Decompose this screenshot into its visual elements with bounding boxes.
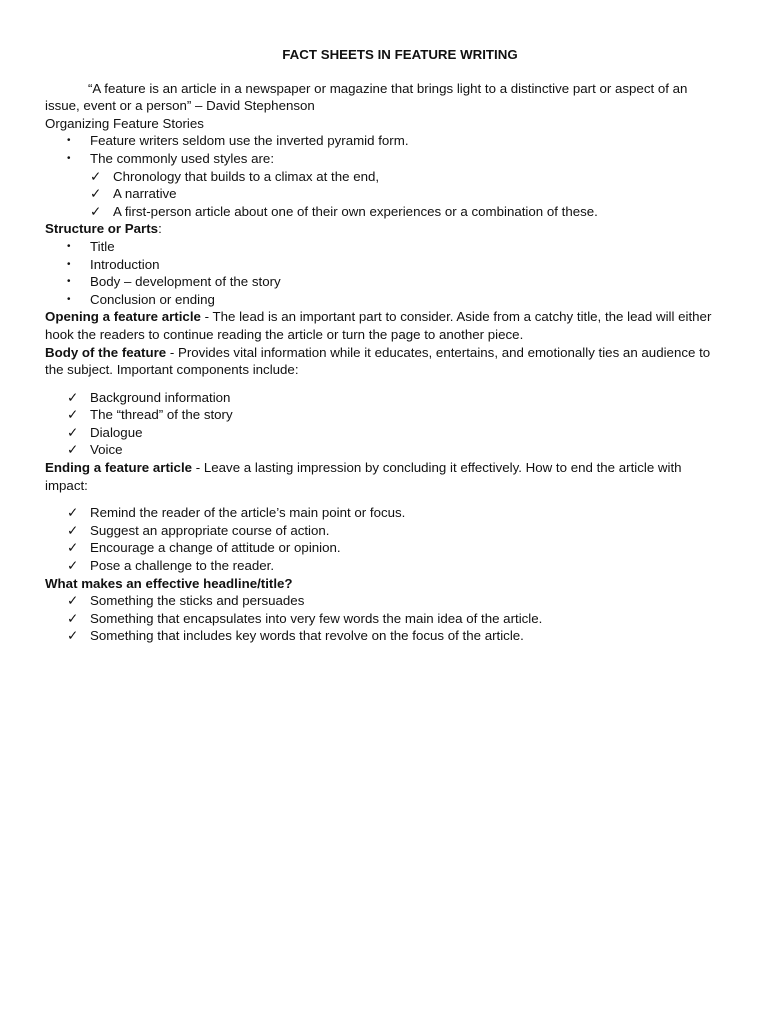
list-item: ✓ Voice [67,442,123,458]
bullet-icon: • [67,293,71,305]
checkmark-icon: ✓ [67,558,79,574]
document-title: FACT SHEETS IN FEATURE WRITING [282,47,518,62]
list-item: ✓ Chronology that builds to a climax at the end, [90,168,380,184]
styles-check-list [45,168,725,221]
headline-check-list [45,592,725,645]
list-item: ✓ Pose a challenge to the reader. [67,558,275,574]
checkmark-icon: ✓ [67,505,79,521]
list-item: ✓ Suggest an appropriate course of action. [67,522,330,538]
list-item: • Introduction [67,256,160,272]
opening-paragraph: Opening a feature article - The lead is an important part to consider. Aside from a catchy title, the lead will either hook the readers to continue reading the article or turn the page to another piece. [45,309,712,342]
list-item: • Conclusion or ending [67,291,215,307]
opening-quote: “A feature is an article in a newspaper or magazine that brings light to a distinctive part or aspect of an issue, event or a person” – David Stephenson [45,80,688,114]
list-item: ✓ The “thread” of the story [67,407,233,423]
body-paragraph: Body of the feature - Provides vital information while it educates, entertains, and emotionally ties an audience to the subject. Important components include: [45,344,711,378]
document-body [45,46,725,645]
list-item: ✓ Background information [67,389,231,405]
list-item: • Feature writers seldom use the inverted pyramid form. [67,133,409,149]
ending-check-list [45,504,725,574]
checkmark-icon: ✓ [67,522,79,538]
checkmark-icon: ✓ [90,203,102,219]
list-item: ✓ Remind the reader of the article’s main point or focus. [67,505,406,521]
ending-paragraph: Ending a feature article - Leave a lasting impression by concluding it effectively. How to end the article with impact: [45,460,682,493]
bullet-icon: • [67,240,71,252]
checkmark-icon: ✓ [67,389,79,405]
bullet-icon: • [67,135,71,147]
organizing-heading: Organizing Feature Stories [45,115,204,131]
checkmark-icon: ✓ [90,186,102,202]
list-item: ✓ Dialogue [67,424,143,440]
spacer [45,379,725,389]
bullet-icon: • [67,152,71,164]
spacer [45,494,725,504]
list-item: • Body – development of the story [67,274,281,290]
checkmark-icon: ✓ [67,628,79,644]
structure-heading: Structure or Parts [45,221,159,237]
checkmark-icon: ✓ [67,610,79,626]
list-item: ✓ A narrative [90,186,177,202]
body-check-list [45,389,725,459]
headline-heading: What makes an effective headline/title? [45,575,293,591]
checkmark-icon: ✓ [67,540,79,556]
ending-heading: Ending a feature article [45,460,193,476]
structure-bullet-list [45,238,725,308]
list-item: ✓ Something that includes key words that revolve on the focus of the article. [67,628,524,644]
checkmark-icon: ✓ [90,168,102,184]
checkmark-icon: ✓ [67,424,79,440]
list-item: ✓ Something the sticks and persuades [67,593,305,609]
checkmark-icon: ✓ [67,407,79,423]
checkmark-icon: ✓ [67,593,79,609]
structure-heading-line: Structure or Parts: [45,221,162,237]
list-item: • Title [67,238,115,254]
organizing-bullet-list [45,132,725,167]
bullet-icon: • [67,258,71,270]
list-item: • The commonly used styles are: [67,150,275,166]
list-item: ✓ Encourage a change of attitude or opinion. [67,540,341,556]
list-item: ✓ A first-person article about one of their own experiences or a combination of these. [90,203,598,219]
opening-heading: Opening a feature article [45,309,201,325]
list-item: ✓ Something that encapsulates into very few words the main idea of the article. [67,610,543,626]
checkmark-icon: ✓ [67,442,79,458]
body-heading: Body of the feature [45,344,167,360]
bullet-icon: • [67,276,71,288]
